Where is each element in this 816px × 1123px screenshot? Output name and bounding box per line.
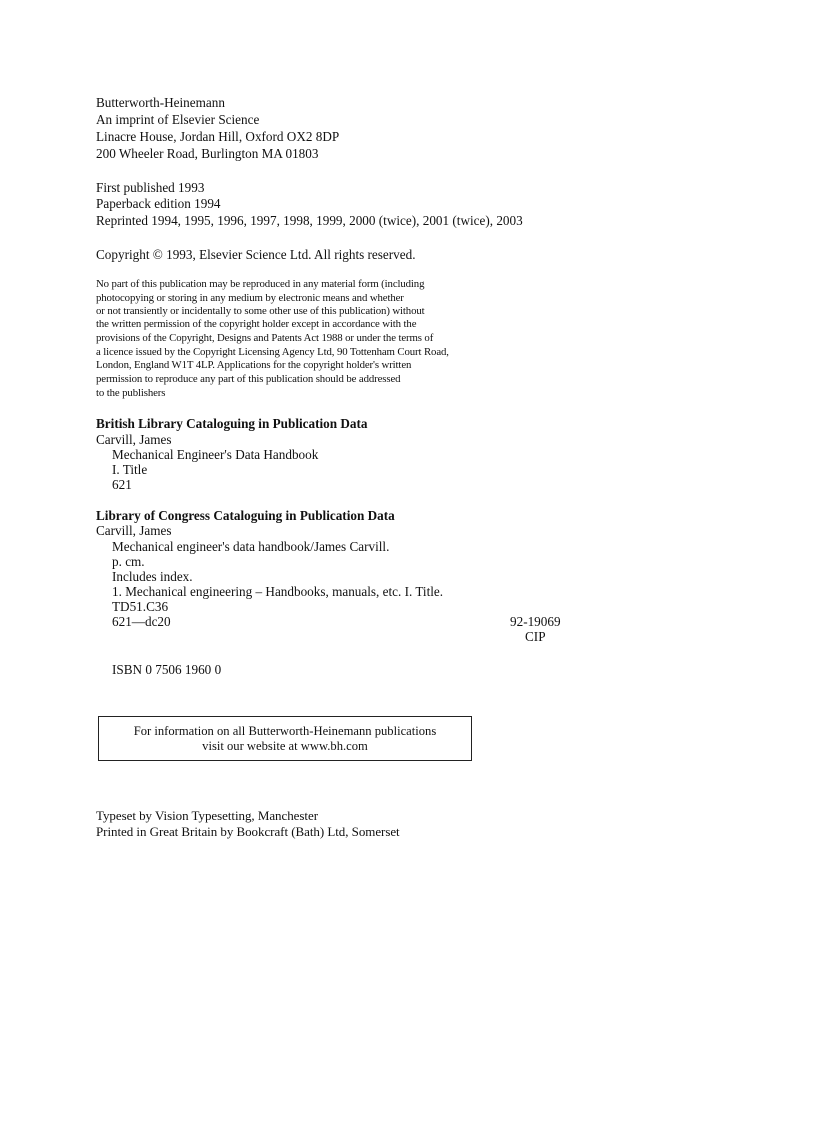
library-of-congress-control-number: 92-19069 (510, 614, 561, 629)
rights-notice-line: permission to reproduce any part of this publication should be addressed (96, 373, 401, 385)
british-library-classification: 621 (112, 477, 132, 492)
rights-notice-line: a licence issued by the Copyright Licensing Agency Ltd, 90 Tottenham Court Road, (96, 346, 449, 358)
rights-notice-line: to the publishers (96, 387, 166, 399)
publisher-address-line-2: 200 Wheeler Road, Burlington MA 01803 (96, 146, 319, 161)
british-library-title-label: I. Title (112, 462, 148, 477)
website-notice-line-1: For information on all Butterworth-Heinemann publications (133, 724, 437, 738)
rights-notice-line: No part of this publication may be reproduced in any material form (including (96, 278, 425, 290)
rights-notice-line: or not transiently or incidentally to some other use of this publication) without (96, 305, 425, 317)
reprint-history: Reprinted 1994, 1995, 1996, 1997, 1998, 1999, 2000 (twice), 2001 (twice), 2003 (96, 213, 523, 228)
rights-notice-line: provisions of the Copyright, Designs and Patents Act 1988 or under the terms of (96, 332, 434, 344)
british-library-author: Carvill, James (96, 432, 172, 447)
library-of-congress-title: Mechanical engineer's data handbook/James Carvill. (112, 539, 390, 554)
british-library-title: Mechanical Engineer's Data Handbook (112, 447, 319, 462)
library-of-congress-index-note: Includes index. (112, 569, 193, 584)
library-of-congress-pages: p. cm. (112, 554, 145, 569)
copyright-statement: Copyright © 1993, Elsevier Science Ltd. All rights reserved. (96, 247, 416, 262)
website-notice-line-2: visit our website at www.bh.com (202, 739, 368, 753)
publisher-address-line-1: Linacre House, Jordan Hill, Oxford OX2 8DP (96, 129, 340, 144)
isbn: ISBN 0 7506 1960 0 (112, 662, 222, 677)
paperback-edition: Paperback edition 1994 (96, 196, 221, 211)
rights-notice-line: London, England W1T 4LP. Applications for the copyright holder's written (96, 359, 412, 371)
library-of-congress-cip: CIP (525, 629, 546, 644)
library-of-congress-dewey: 621—dc20 (112, 614, 171, 629)
publisher-name: Butterworth-Heinemann (96, 95, 225, 110)
library-of-congress-author: Carvill, James (96, 523, 172, 538)
library-of-congress-heading: Library of Congress Cataloguing in Publication Data (96, 508, 395, 523)
british-library-heading: British Library Cataloguing in Publication Data (96, 416, 368, 431)
printing-credit: Printed in Great Britain by Bookcraft (Bath) Ltd, Somerset (96, 824, 400, 839)
first-published: First published 1993 (96, 180, 205, 195)
website-notice-box (98, 716, 472, 761)
rights-notice-line: photocopying or storing in any medium by electronic means and whether (96, 292, 404, 304)
library-of-congress-subject: 1. Mechanical engineering – Handbooks, manuals, etc. I. Title. (112, 584, 444, 599)
library-of-congress-call-number: TD51.C36 (112, 599, 169, 614)
publisher-imprint: An imprint of Elsevier Science (96, 112, 260, 127)
rights-notice-line: the written permission of the copyright holder except in accordance with the (96, 318, 417, 330)
typeset-credit: Typeset by Vision Typesetting, Manchester (96, 808, 318, 823)
